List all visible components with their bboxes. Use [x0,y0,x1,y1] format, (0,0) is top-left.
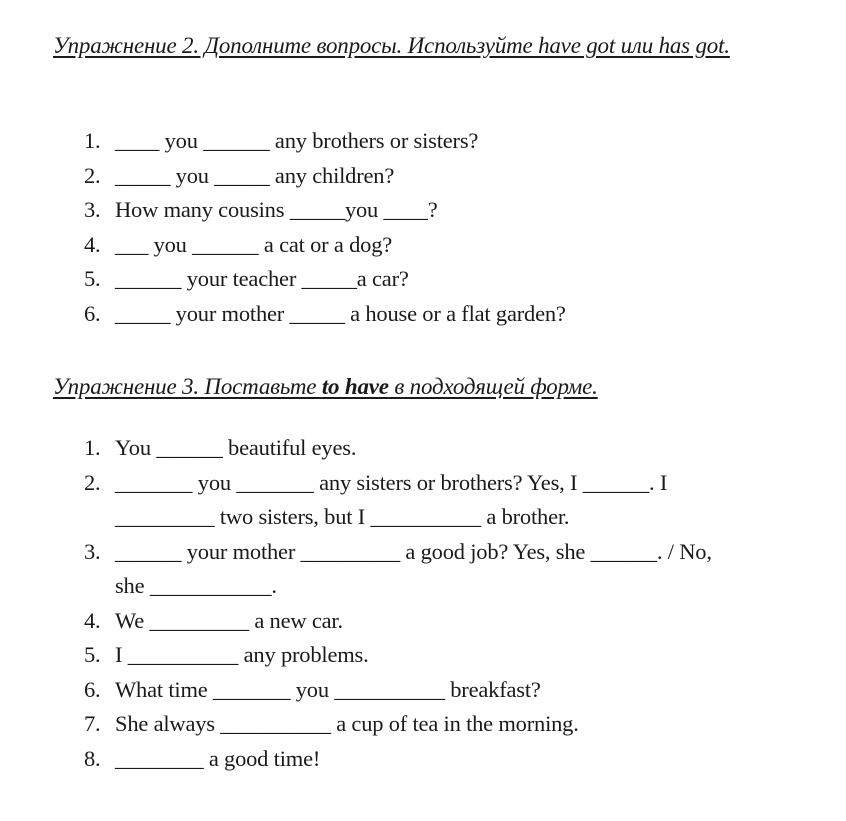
item-number: 3. [84,197,101,222]
item-text: ______ your mother _________ a good job? Yes, she ______. / No, [115,538,712,564]
item-number: 1. [84,128,101,153]
item-text: What time _______ you __________ breakfast? [115,676,541,702]
item-text: ___ you ______ a cat or a dog? [115,231,393,257]
list-item [84,228,566,263]
list-item [84,262,566,297]
item-text: _____ your mother _____ a house or a flat garden? [115,300,566,326]
item-number: 6. [84,676,101,702]
item-text: I __________ any problems. [115,642,369,667]
item-text: You ______ beautiful eyes. [115,435,357,460]
item-text: ____ you ______ any brothers or sisters? [115,128,479,153]
item-number: 8. [84,745,101,771]
item-number: 6. [84,300,101,326]
item-text: _____ you _____ any children? [115,162,395,188]
item-number: 4. [84,231,101,257]
heading-text: Упражнение 3. Поставьте [53,374,322,399]
heading-bold-text: to have [321,374,389,399]
exercise-2-list [84,124,566,331]
list-item [84,604,712,639]
list-item [84,673,712,708]
item-number: 2. [84,162,101,188]
item-number: 1. [84,435,101,460]
item-text: _______ you _______ any sisters or brothers? Yes, I ______. I [115,469,668,495]
list-item [84,638,712,673]
item-continuation: she ___________. [115,573,277,598]
exercise-3-list [84,431,712,776]
item-text: ______ your teacher _____a car? [115,266,409,291]
list-item [84,742,712,777]
item-continuation: _________ two sisters, but I __________ a brother. [115,504,570,529]
exercise-2-heading: Упражнение 2. Дополните вопросы. Используйте have got или has got. [53,33,730,58]
item-text: ________ a good time! [115,745,321,771]
list-item [84,466,712,535]
list-item [84,707,712,742]
item-number: 3. [84,538,101,564]
item-number: 7. [84,711,101,736]
item-number: 5. [84,642,101,667]
item-text: How many cousins _____you ____? [115,197,438,222]
list-item [84,159,566,194]
item-text: She always __________ a cup of tea in the morning. [115,711,579,736]
item-text: We _________ a new car. [115,607,343,633]
exercise-3-heading [53,368,813,406]
item-number: 5. [84,266,101,291]
list-item [84,297,566,332]
item-number: 4. [84,607,101,633]
heading-text: в подходящей форме. [388,374,598,399]
list-item [84,535,712,604]
list-item [84,431,712,466]
list-item [84,124,566,159]
item-number: 2. [84,469,101,495]
list-item [84,193,566,228]
